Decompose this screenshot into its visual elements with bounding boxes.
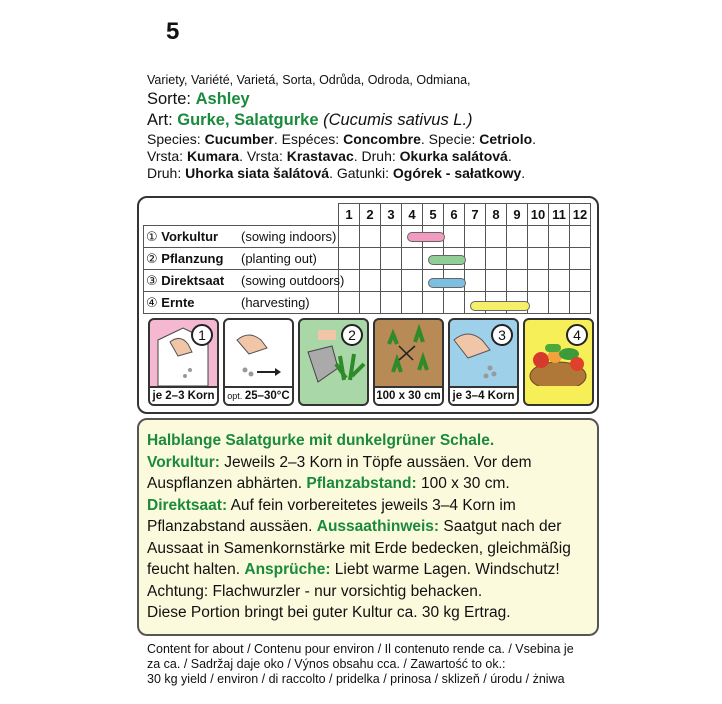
- spacing-icon: [375, 320, 442, 386]
- month-header: 4: [402, 204, 423, 226]
- info-title: Halblange Salatgurke mit dunkelgrüner Schale.: [147, 432, 495, 449]
- pflanzabstand-text: 100 x 30 cm.: [416, 475, 510, 492]
- druh-line-value: Ogórek - sałatkowy: [392, 165, 522, 181]
- month-header: 2: [360, 204, 381, 226]
- tile-caption: opt. 25–30°C: [225, 386, 292, 404]
- step-number: ①: [146, 228, 162, 244]
- step-note: (sowing outdoors): [241, 272, 345, 288]
- species-line-label: . Specie:: [420, 131, 480, 147]
- growing-instructions: [137, 418, 599, 636]
- species-line-label: .: [532, 131, 537, 147]
- step-name: Direktsaat: [161, 272, 225, 288]
- art-latin: (Cucumis sativus L.): [323, 111, 473, 129]
- month-header: 5: [423, 204, 444, 226]
- month-header: 3: [381, 204, 402, 226]
- footer-line-1: Content for about / Contenu pour environ / Il contenuto rende ca. / Vsebina je: [147, 642, 574, 656]
- portion-text: Diese Portion bringt bei guter Kultur ca. 30 kg Ertrag.: [147, 604, 511, 621]
- calendar-row: [144, 226, 591, 248]
- footer-line-2: za ca. / Sadržaj daje oko / Výnos obsahu cca. / Zawartość to ok.:: [147, 657, 506, 671]
- step-badge: 3: [491, 324, 513, 346]
- variety-line: Variety, Variété, Varietá, Sorta, Odrůda, Odroda, Odmiana,: [147, 73, 471, 87]
- instruction-tiles: [148, 318, 594, 406]
- vrsta-line-value: Krastavac: [286, 148, 354, 164]
- step-badge: 1: [191, 324, 213, 346]
- species-line-label: Species:: [147, 131, 205, 147]
- druh-line: [147, 165, 607, 182]
- art-label: Art:: [147, 111, 173, 129]
- vrsta-line-value: Okurka salátová: [399, 148, 508, 164]
- step-number: ②: [146, 250, 162, 266]
- sorte-label: Sorte:: [147, 90, 192, 108]
- temperature-icon: [225, 320, 292, 386]
- species-line: [147, 131, 607, 148]
- calendar-row: [144, 248, 591, 270]
- step-name: Pflanzung: [161, 250, 224, 266]
- vrsta-line: [147, 148, 607, 165]
- period-bar: [428, 255, 466, 265]
- month-header: 8: [486, 204, 507, 226]
- period-bar: [428, 278, 466, 288]
- direktsaat-label: Direktsaat:: [147, 496, 228, 514]
- step-note: (sowing indoors): [241, 228, 337, 244]
- month-header: 12: [570, 204, 591, 226]
- species-line-value: Cucumber: [204, 131, 274, 147]
- sowing-calendar: [137, 196, 599, 414]
- tile-caption: je 2–3 Korn: [150, 386, 217, 404]
- content-footer: [147, 642, 607, 687]
- month-header: 7: [465, 204, 486, 226]
- art-value: Gurke, Salatgurke: [177, 111, 319, 129]
- footer-line-3: 30 kg yield / environ / di raccolto / pridelka / prinosa / sklizeň / úrodu / żniwa: [147, 672, 565, 686]
- tile-caption: je 3–4 Korn: [450, 386, 517, 404]
- calendar-row: [144, 270, 591, 292]
- step-badge: 4: [566, 324, 588, 346]
- instruction-tile: [373, 318, 444, 406]
- page-number: 5: [166, 18, 180, 45]
- vorkultur-label: Vorkultur:: [147, 453, 220, 471]
- month-header: 6: [444, 204, 465, 226]
- vrsta-line-label: . Druh:: [353, 148, 400, 164]
- month-header: 11: [549, 204, 570, 226]
- step-number: ③: [146, 272, 162, 288]
- month-header: 9: [507, 204, 528, 226]
- step-note: (harvesting): [241, 294, 310, 310]
- vorkultur-text: Jeweils 2–3 Korn in Töpfe aussäen. Vor dem Auspflanzen abhärten.: [147, 453, 532, 492]
- art-line: [147, 110, 607, 131]
- step-badge: 2: [341, 324, 363, 346]
- vrsta-line-label: .: [507, 148, 512, 164]
- tile-caption: 100 x 30 cm: [375, 386, 442, 404]
- instruction-tile: [298, 318, 369, 406]
- aussaat-text: Saatgut nach der Aussaat in Samenkornstärke mit Erde bedecken, gleichmäßig feucht halten.: [147, 518, 571, 578]
- sorte-value: Ashley: [195, 90, 250, 108]
- instruction-tile: [523, 318, 594, 406]
- calendar-table: [143, 203, 591, 314]
- vrsta-line-label: . Vrsta:: [239, 148, 287, 164]
- druh-line-label: .: [521, 165, 526, 181]
- druh-line-label: . Gatunki:: [329, 165, 393, 181]
- species-line-value: Cetriolo: [479, 131, 533, 147]
- ansprueche-label: Ansprüche:: [244, 561, 331, 578]
- pflanzabstand-label: Pflanzabstand:: [306, 475, 417, 492]
- instruction-tile: [148, 318, 219, 406]
- vrsta-line-value: Kumara: [186, 148, 240, 164]
- druh-line-value: Uhorka siata šalátová: [185, 165, 330, 181]
- aussaat-label: Aussaathinweis:: [316, 518, 440, 535]
- period-bar: [470, 301, 530, 311]
- ansprueche-text: Liebt warme Lagen. Windschutz! Achtung: Flachwurzler - nur vorsichtig behacken.: [147, 561, 560, 600]
- step-note: (planting out): [241, 250, 317, 266]
- instruction-tile: [448, 318, 519, 406]
- period-bar: [407, 232, 445, 242]
- instruction-tile: [223, 318, 294, 406]
- sorte-line: [147, 89, 607, 110]
- direktsaat-text: Auf fein vorbereitetes jeweils 3–4 Korn im Pflanzabstand aussäen.: [147, 496, 516, 535]
- druh-line-label: Druh:: [147, 165, 186, 181]
- info-body: [147, 452, 589, 603]
- month-header: 10: [528, 204, 549, 226]
- species-line-value: Concombre: [343, 131, 421, 147]
- species-line-label: . Espéces:: [273, 131, 344, 147]
- month-header: 1: [339, 204, 360, 226]
- step-name: Ernte: [161, 294, 195, 310]
- tile-caption-prefix: opt.: [227, 391, 245, 401]
- variety-header: [147, 72, 607, 182]
- vrsta-line-label: Vrsta:: [147, 148, 187, 164]
- step-number: ④: [146, 294, 162, 310]
- step-name: Vorkultur: [161, 228, 219, 244]
